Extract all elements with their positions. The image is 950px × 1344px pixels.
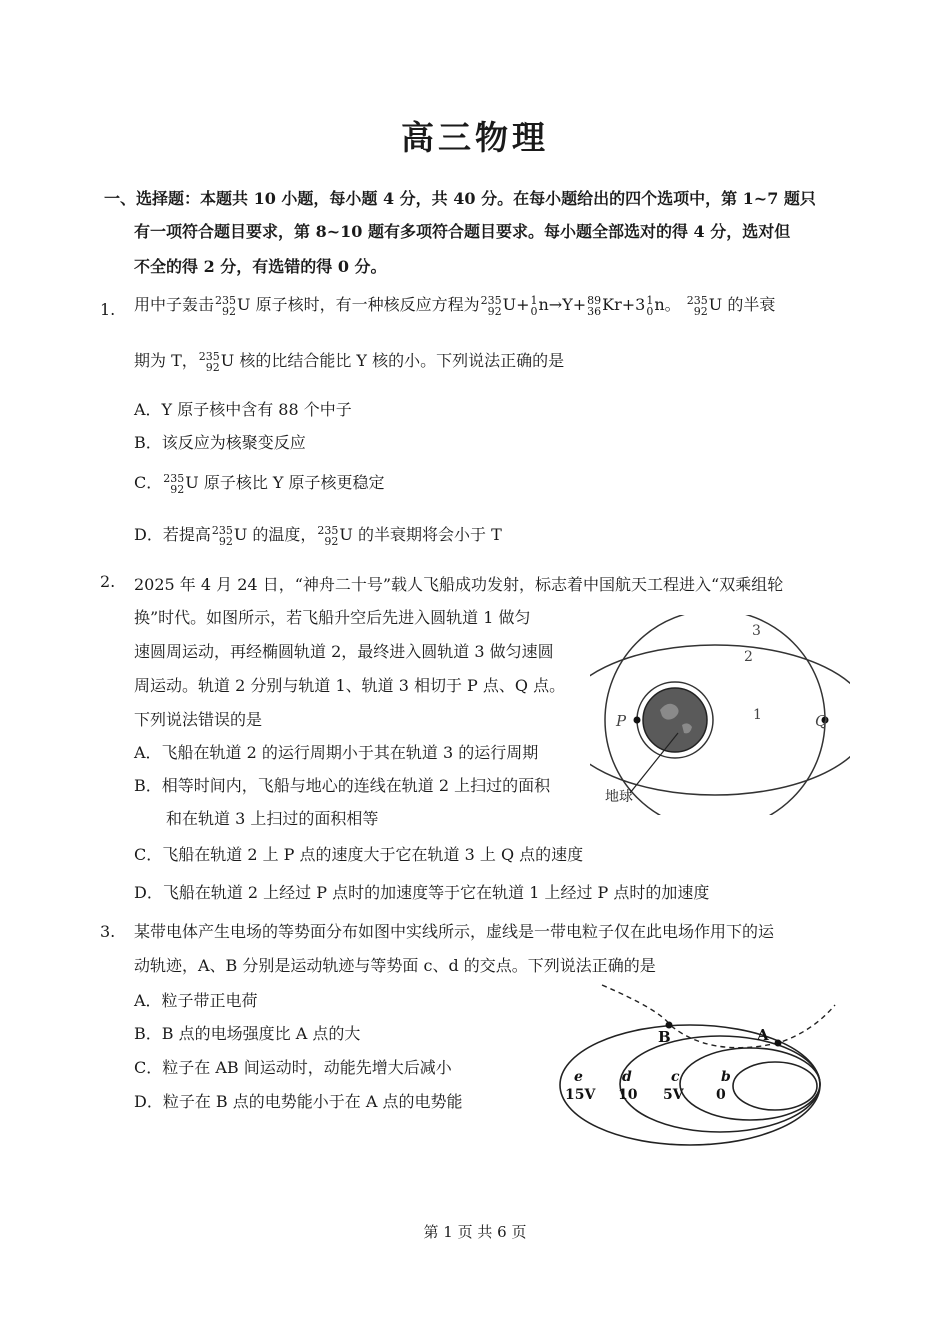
q2-line1: 2025 年 4 月 24 日，“神舟二十号”载人飞船成功发射，标志着中国航天工程进入“双乘组轮 <box>134 575 784 594</box>
equation-neutron: 1 0 <box>530 293 538 318</box>
q3-option-d: D．粒子在 B 点的电势能小于在 A 点的电势能 <box>134 1092 463 1111</box>
q2-option-a: A．飞船在轨道 2 的运行周期小于其在轨道 3 的运行周期 <box>134 743 539 762</box>
q3-option-c: C．粒子在 AB 间运动时，动能先增大后减小 <box>134 1058 452 1077</box>
surface-c <box>680 1048 820 1120</box>
q2-number: 2. <box>100 572 116 591</box>
q1-option-a: A．Y 原子核中含有 88 个中子 <box>134 400 352 419</box>
section-instructions-line3: 不全的得 2 分，有选错的得 0 分。 <box>134 257 387 276</box>
surface-d <box>620 1036 820 1132</box>
label-e-value: 15V <box>565 1087 596 1103</box>
page-footer: 第 1 页 共 6 页 <box>423 1223 527 1241</box>
q3-option-a: A．粒子带正电荷 <box>134 991 258 1010</box>
equation-neutron-2: 1 0 <box>646 293 654 318</box>
q1-option-d: D．若提高 235 92 U 的温度， 235 92 U 的半衰期将会小于 T <box>134 523 502 548</box>
label-d-value: 10 <box>618 1087 638 1103</box>
nuclide-u235: 235 92 <box>215 293 237 318</box>
label-point-a: A <box>757 1026 769 1044</box>
label-b: b <box>721 1069 731 1085</box>
label-earth: 地球 <box>605 789 633 805</box>
label-e: e <box>574 1069 583 1085</box>
q1-option-b: B．该反应为核聚变反应 <box>134 433 306 452</box>
section-instructions-line1: 一、选择题：本题共 10 小题，每小题 4 分，共 40 分。在每小题给出的四个选项中，第 1~7 题只 <box>104 189 816 208</box>
label-c-value: 5V <box>663 1087 684 1103</box>
label-q: Q <box>815 712 828 730</box>
q2-line2: 换”时代。如图所示，若飞船升空后先进入圆轨道 1 做匀 <box>134 608 531 627</box>
label-orbit-3: 3 <box>752 623 761 639</box>
label-p: P <box>616 712 627 730</box>
q2-option-b-line1: B．相等时间内，飞船与地心的连线在轨道 2 上扫过的面积 <box>134 776 551 795</box>
q3-line1: 某带电体产生电场的等势面分布如图中实线所示，虚线是一带电粒子仅在此电场作用下的运 <box>134 922 775 941</box>
label-orbit-2: 2 <box>744 649 753 665</box>
q1-line1: 用中子轰击 235 92 U 原子核时，有一种核反应方程为 235 92 U+ 1 0 n→Y+ 89 36 Kr+3 1 0 n。 235 92 U 的半衰 <box>134 293 776 318</box>
q1-number: 1. <box>100 300 116 319</box>
q2-line5: 下列说法错误的是 <box>134 710 263 729</box>
earth-icon <box>643 688 707 752</box>
equation-kr89: 89 36 <box>587 293 602 318</box>
q1-text-c: U 的半衰 <box>708 295 776 314</box>
label-d: d <box>622 1069 632 1085</box>
q3-option-b: B．B 点的电场强度比 A 点的大 <box>134 1024 361 1043</box>
q3-line2: 动轨迹，A、B 分别是运动轨迹与等势面 c、d 的交点。下列说法正确的是 <box>134 956 656 975</box>
label-b-value: 0 <box>716 1087 726 1103</box>
q1-option-c: C． 235 92 U 原子核比 Y 原子核更稳定 <box>134 471 385 496</box>
q2-line3: 速圆周运动，再经椭圆轨道 2，最终进入圆轨道 3 做匀速圆 <box>134 642 554 661</box>
q1-text-b: U 原子核时，有一种核反应方程为 <box>237 295 480 314</box>
label-c: c <box>671 1069 680 1085</box>
q2-option-d: D．飞船在轨道 2 上经过 P 点时的加速度等于它在轨道 1 上经过 P 点时的加速度 <box>134 883 710 902</box>
surface-b <box>733 1062 817 1110</box>
point-p <box>634 717 641 724</box>
q3-number: 3. <box>100 922 116 941</box>
particle-trajectory <box>602 985 835 1048</box>
page-title: 高三物理 <box>401 118 549 157</box>
nuclide-u235-c: 235 92 <box>198 349 220 374</box>
nuclide-u235-b: 235 92 <box>686 293 708 318</box>
label-point-b: B <box>658 1028 671 1046</box>
q1-line2: 期为 T， 235 92 U 核的比结合能比 Y 核的小。下列说法正确的是 <box>134 349 565 374</box>
orbit-diagram <box>590 615 850 815</box>
q1-text-a: 用中子轰击 <box>134 295 215 314</box>
point-a <box>775 1040 782 1047</box>
q2-option-c: C．飞船在轨道 2 上 P 点的速度大于它在轨道 3 上 Q 点的速度 <box>134 845 584 864</box>
equation-u235: 235 92 <box>480 293 502 318</box>
q2-option-b-line2: 和在轨道 3 上扫过的面积相等 <box>166 809 379 828</box>
label-orbit-1: 1 <box>753 707 762 723</box>
equipotential-diagram <box>550 980 850 1150</box>
section-instructions-line2: 有一项符合题目要求，第 8~10 题有多项符合题目要求。每小题全部选对的得 4 分，选对但 <box>134 222 791 241</box>
q2-line4: 周运动。轨道 2 分别与轨道 1、轨道 3 相切于 P 点、Q 点。 <box>134 676 566 695</box>
